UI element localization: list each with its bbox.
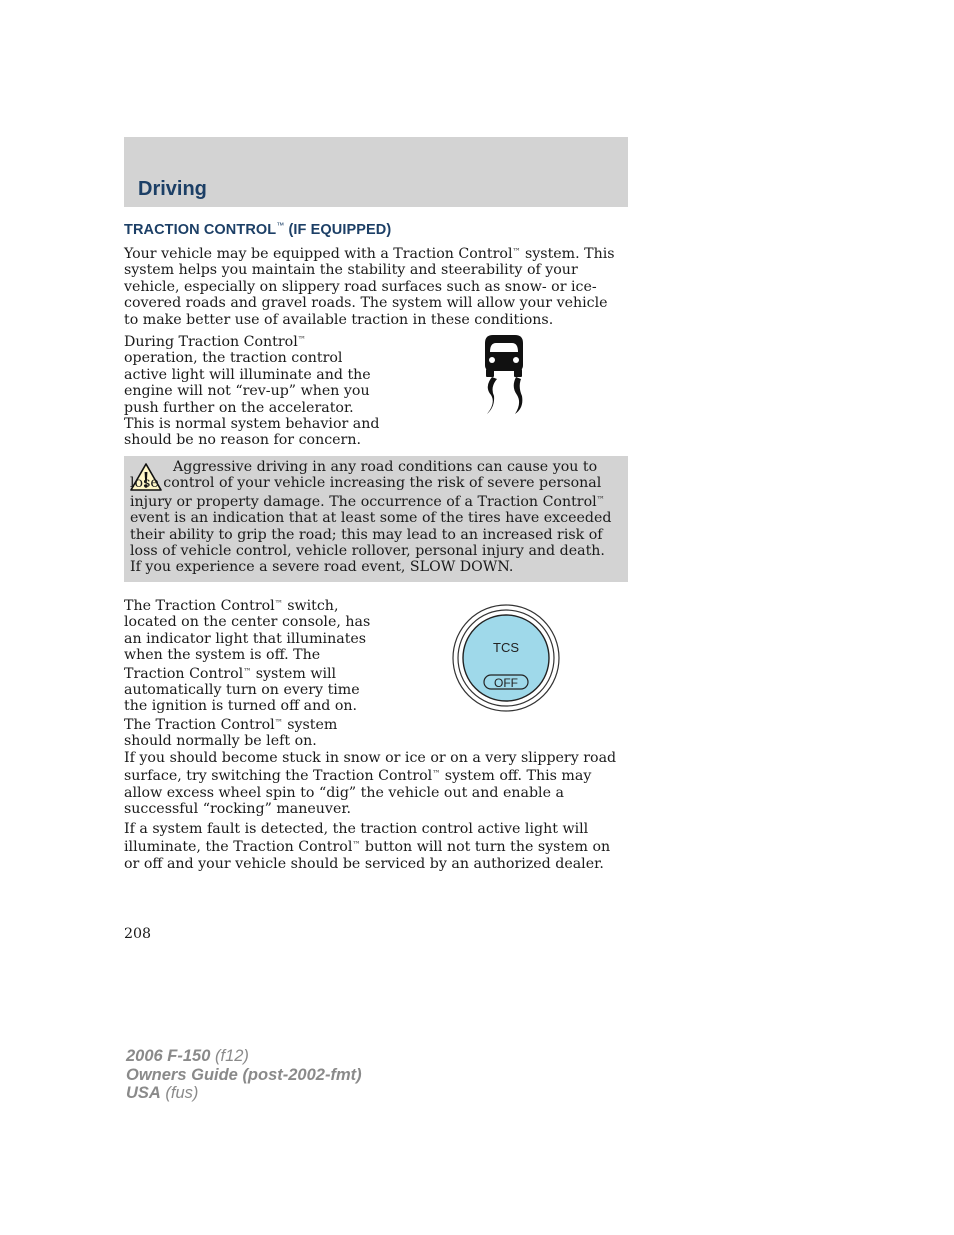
skidding-car-icon [481,333,527,417]
off-label: OFF [494,676,518,690]
intro-paragraph: Your vehicle may be equipped with a Traction Control™ system. This system helps you maintain the stability and steerability of your vehicle, especially on slippery road surfaces such as snow- or ice-covered roads and gravel roads. The system will allow your vehicle to make better use of available traction in these conditions. [124,246,615,328]
tcs-switch-icon [451,603,561,713]
section-header [124,137,628,207]
warning-box [124,456,628,582]
footer-line-2: Owners Guide (post-2002-fmt) [126,1065,362,1084]
operation-paragraph: During Traction Control™ operation, the traction control active light will illuminate and the engine will not “rev-up” when you push further on the accelerator. This is normal system behavior and should be no reason for concern. [124,334,380,449]
document-footer [126,1047,362,1103]
section-heading [124,221,628,238]
trademark-mark: ™ [276,221,285,230]
warning-text: Aggressive driving in any road conditions can cause you to lose control of your vehicle increasing the risk of severe personal injury or property damage. The occurrence of a Traction Control™ event is an indication that at least some of the tires have exceeded their ability to grip the road; this may lead to an increased risk of loss of vehicle control, vehicle rollover, personal injury and death. If you experience a severe road event, SLOW DOWN. [130,459,612,576]
stuck-paragraph: If you should become stuck in snow or ice or on a very slippery road surface, try switching the Traction Control™ system off. This may allow excess wheel spin to “dig” the vehicle out and enable a successful “rocking” maneuver. [124,750,617,818]
switch-paragraph: The Traction Control™ switch, located on the center console, has an indicator light that illuminates when the system is off. The Traction Control™ system will automatically turn on every time the ignition is turned off and on. The Traction Control™ system should normally be left on. [124,598,371,750]
header-title: Driving [138,178,207,200]
tcs-label: TCS [493,640,519,655]
footer-line-1: 2006 F-150 (f12) [126,1047,249,1065]
page-number: 208 [124,926,152,942]
footer-line-3: USA (fus) [126,1084,199,1102]
heading-suffix: (IF EQUIPPED) [284,221,392,238]
heading-text: TRACTION CONTROL [124,221,277,238]
fault-paragraph: If a system fault is detected, the traction control active light will illuminate, the Traction Control™ button will not turn the system on or off and your vehicle should be serviced by an authorized dealer. [124,821,611,872]
